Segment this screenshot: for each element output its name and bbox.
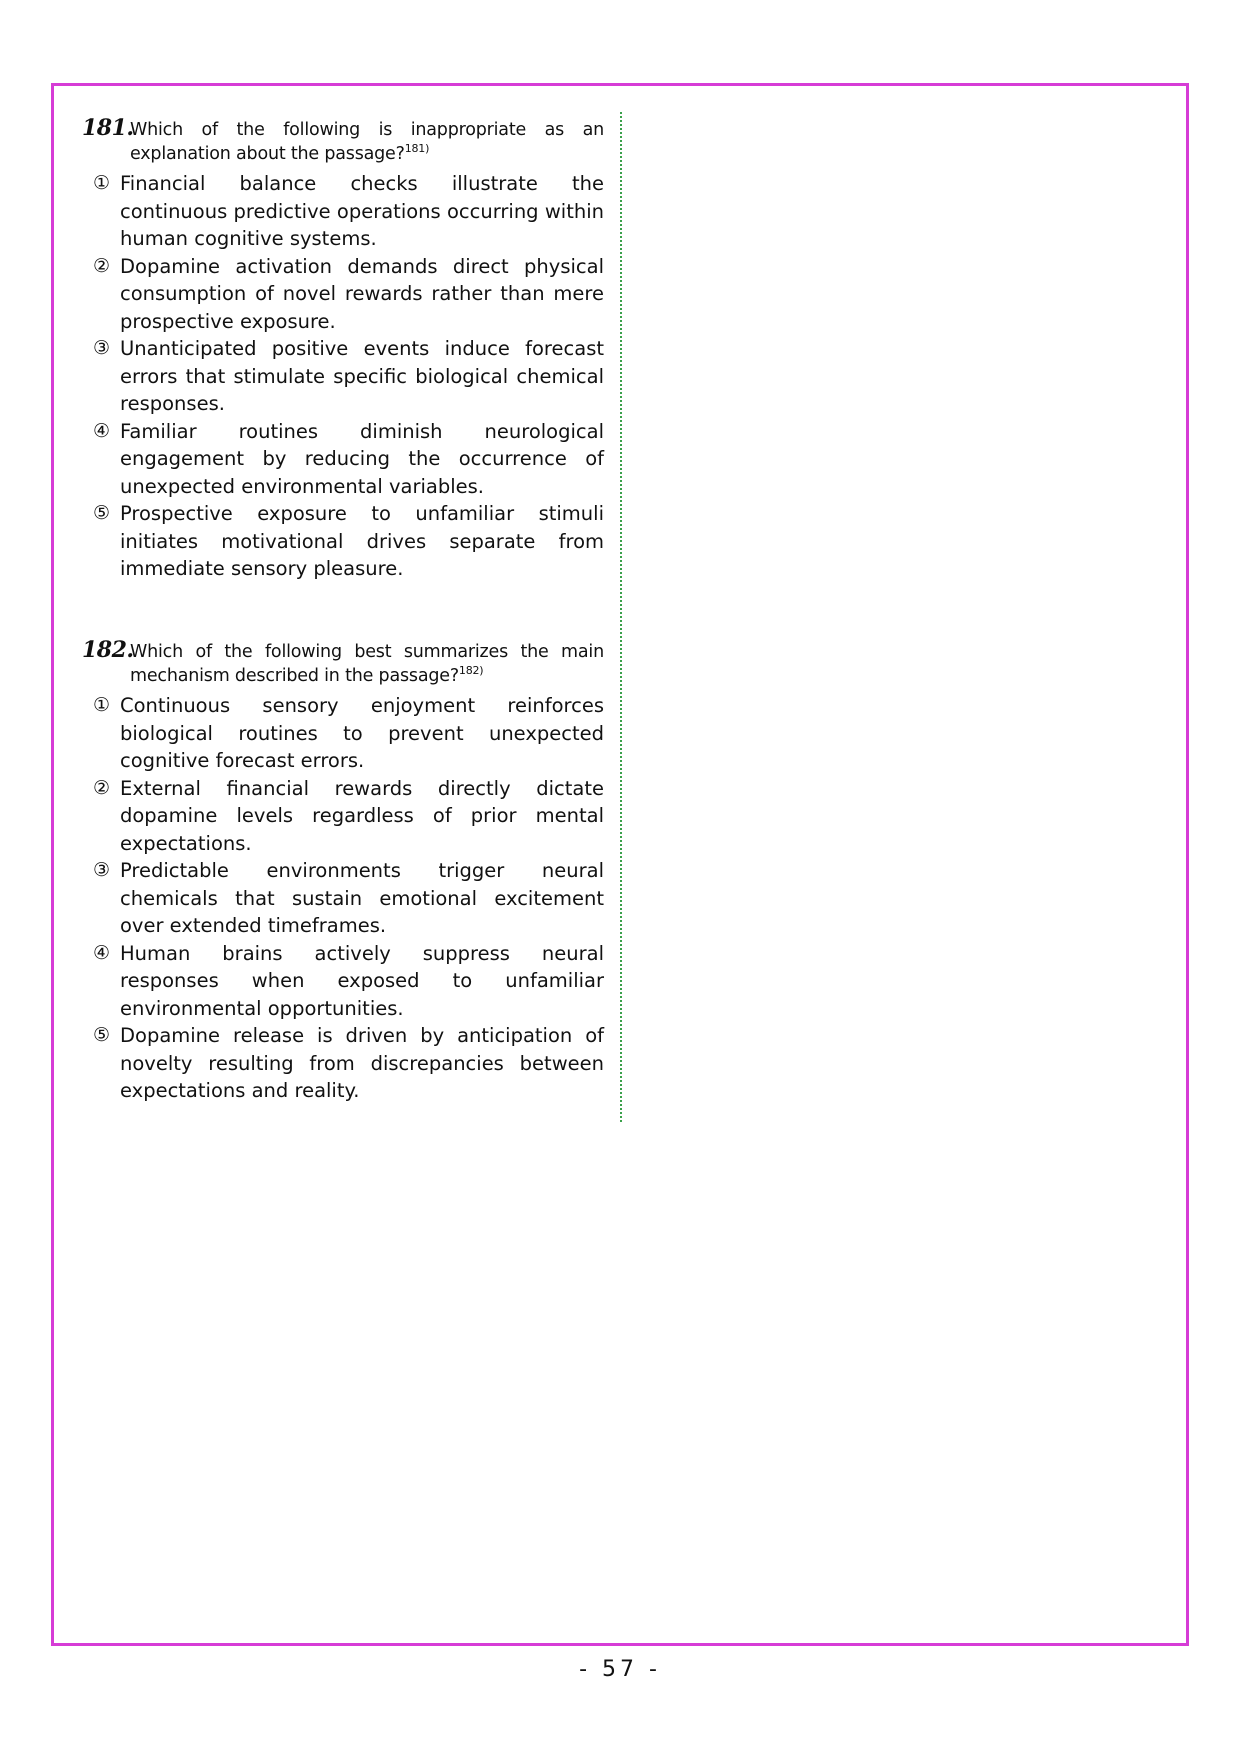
footnote-ref: 181) bbox=[404, 142, 430, 156]
option-text: Familiar routines diminish neurological engagement by reducing the occurrence of unexpected environmental variables. bbox=[120, 419, 604, 498]
option-marker: ③ bbox=[93, 859, 111, 881]
option-text: Financial balance checks illustrate the continuous predictive operations occurring within human cognitive systems. bbox=[120, 172, 604, 250]
question-stem bbox=[82, 115, 604, 166]
answer-options bbox=[82, 170, 604, 583]
option-marker: ② bbox=[93, 776, 111, 799]
answer-option-3[interactable] bbox=[82, 857, 604, 940]
answer-option-2[interactable] bbox=[82, 775, 604, 858]
answer-option-2[interactable] bbox=[82, 253, 604, 336]
option-marker: ① bbox=[93, 694, 111, 716]
answer-option-3[interactable] bbox=[82, 335, 604, 418]
page-number: - 57 - bbox=[579, 1657, 661, 1682]
option-marker: ② bbox=[93, 254, 111, 277]
option-marker: ⑤ bbox=[93, 1024, 111, 1046]
option-text: Continuous sensory enjoyment reinforces biological routines to prevent unexpected cognitive forecast errors. bbox=[120, 694, 604, 772]
footnote-ref: 182) bbox=[458, 664, 484, 678]
option-text: Unanticipated positive events induce forecast errors that stimulate specific biological chemical responses. bbox=[120, 337, 604, 415]
option-marker: ⑤ bbox=[93, 502, 111, 524]
answer-options bbox=[82, 692, 604, 1105]
question-stem-line2 bbox=[130, 142, 604, 166]
question-number: 181. bbox=[82, 115, 134, 141]
question-stem-line2-text: explanation about the passage? bbox=[130, 144, 405, 164]
question-stem-line2 bbox=[130, 664, 604, 688]
question-181 bbox=[82, 115, 604, 583]
answer-option-5[interactable] bbox=[82, 500, 604, 583]
question-182 bbox=[82, 637, 604, 1105]
question-stem bbox=[82, 637, 604, 688]
answer-option-4[interactable] bbox=[82, 418, 604, 501]
option-marker: ③ bbox=[93, 337, 111, 359]
answer-option-1[interactable] bbox=[82, 692, 604, 775]
option-marker: ④ bbox=[93, 419, 111, 442]
option-text: External financial rewards directly dictate dopamine levels regardless of prior mental expectations. bbox=[120, 776, 604, 855]
question-number: 182. bbox=[82, 637, 134, 663]
option-text: Dopamine release is driven by anticipation of novelty resulting from discrepancies between expectations and reality. bbox=[120, 1024, 604, 1102]
question-stem-line2-text: mechanism described in the passage? bbox=[130, 666, 459, 686]
option-text: Dopamine activation demands direct physical consumption of novel rewards rather than mere prospective exposure. bbox=[120, 254, 604, 333]
option-marker: ④ bbox=[93, 941, 111, 964]
option-marker: ① bbox=[93, 172, 111, 194]
question-stem-line1: Which of the following best summarizes the main bbox=[130, 642, 604, 662]
question-stem-line1: Which of the following is inappropriate as an bbox=[130, 120, 604, 140]
column-divider bbox=[620, 112, 622, 1122]
answer-option-4[interactable] bbox=[82, 940, 604, 1023]
answer-option-5[interactable] bbox=[82, 1022, 604, 1105]
option-text: Prospective exposure to unfamiliar stimuli initiates motivational drives separate from immediate sensory pleasure. bbox=[120, 502, 604, 580]
answer-option-1[interactable] bbox=[82, 170, 604, 253]
option-text: Predictable environments trigger neural chemicals that sustain emotional excitement over extended timeframes. bbox=[120, 859, 604, 937]
option-text: Human brains actively suppress neural responses when exposed to unfamiliar environmental opportunities. bbox=[120, 941, 604, 1020]
